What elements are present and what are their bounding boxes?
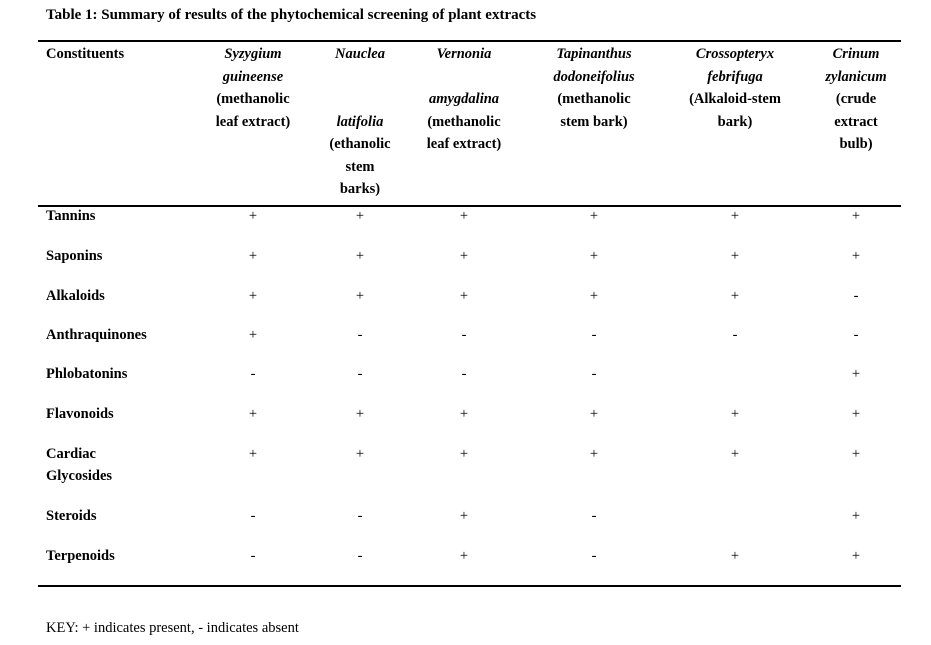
header-column-line: (methanolic — [557, 91, 631, 107]
table-cell: - — [250, 548, 256, 564]
header-column-line: dodoneifolius — [553, 68, 635, 85]
table-cell: + — [589, 446, 599, 462]
table-key: KEY: + indicates present, - indicates absent — [46, 620, 299, 636]
table-cell: + — [248, 288, 258, 304]
header-column-line — [315, 88, 405, 111]
table-cell: + — [730, 208, 740, 224]
table-cell: + — [851, 248, 861, 264]
table-cell: + — [459, 446, 469, 462]
row-label: Terpenoids — [46, 548, 115, 564]
header-column-line: (crude — [835, 91, 877, 107]
table-cell: + — [459, 248, 469, 264]
table-caption: Table 1: Summary of results of the phytochemical screening of plant extracts — [46, 7, 537, 23]
table-cell: - — [461, 327, 467, 343]
table-cell: - — [357, 508, 363, 524]
header-column-line: leaf extract) — [215, 113, 291, 130]
header-column-line: leaf extract) — [426, 136, 502, 152]
header-column-line: (methanolic — [427, 113, 501, 130]
table-cell: + — [730, 406, 740, 422]
table-cell: + — [589, 208, 599, 224]
table-cell: + — [459, 288, 469, 304]
header-column-1 — [198, 43, 308, 133]
table-cell: + — [355, 248, 365, 264]
table-cell: + — [851, 548, 861, 564]
header-column-line: Crossopteryx — [695, 46, 775, 62]
table-cell: - — [853, 327, 859, 343]
header-column-line: stem bark) — [560, 113, 628, 130]
header-column-line: Vernonia — [436, 46, 492, 62]
header-column-6 — [811, 43, 901, 156]
table-cell: + — [459, 508, 469, 524]
table-cell: + — [459, 208, 469, 224]
table-cell: + — [355, 208, 365, 224]
header-column-line: (ethanolic — [329, 136, 391, 152]
table-cell: + — [851, 208, 861, 224]
header-column-5 — [670, 43, 800, 133]
table-cell: - — [357, 366, 363, 382]
row-label: Steroids — [46, 508, 97, 524]
header-column-line: latifolia — [336, 113, 384, 130]
table-cell: + — [589, 288, 599, 304]
table-cell: + — [248, 327, 258, 343]
header-column-line: Syzygium — [224, 46, 282, 62]
header-column-line: barks) — [339, 181, 381, 197]
table-cell: + — [730, 248, 740, 264]
row-label: Alkaloids — [46, 288, 105, 304]
header-column-line: extract — [834, 113, 878, 130]
header-column-line: Crinum — [832, 46, 880, 62]
header-column-4 — [534, 43, 654, 133]
row-label: Cardiac Glycosides — [46, 446, 113, 484]
header-column-line: Tapinanthus — [556, 46, 632, 62]
header-column-line: amygdalina — [428, 91, 500, 107]
header-column-line — [315, 66, 405, 89]
header-column-line: stem — [345, 158, 375, 175]
table-cell: - — [591, 366, 597, 382]
table-cell: + — [355, 288, 365, 304]
table-cell: + — [589, 248, 599, 264]
header-column-line: zylanicum — [825, 68, 887, 85]
row-label: Anthraquinones — [46, 327, 147, 343]
header-column-line — [409, 66, 519, 89]
header-column-line: (methanolic — [216, 91, 290, 107]
table-cell: + — [730, 446, 740, 462]
table-cell: + — [730, 548, 740, 564]
table-cell: + — [459, 406, 469, 422]
table-top-rule — [38, 40, 901, 42]
table-cell: + — [851, 446, 861, 462]
table-cell: - — [357, 548, 363, 564]
table-cell: + — [248, 248, 258, 264]
header-column-line: febrifuga — [707, 68, 763, 85]
table-cell: + — [248, 406, 258, 422]
table-cell: - — [357, 327, 363, 343]
table-cell: + — [355, 446, 365, 462]
table-cell: - — [591, 508, 597, 524]
row-label: Flavonoids — [46, 406, 114, 422]
header-column-line: bulb) — [839, 136, 873, 152]
header-column-line: bark) — [717, 113, 753, 130]
table-cell: - — [461, 366, 467, 382]
header-column-line: guineense — [222, 68, 284, 85]
table-bottom-rule — [38, 585, 901, 587]
row-label: Saponins — [46, 248, 103, 264]
table-cell: - — [591, 548, 597, 564]
table-cell: + — [459, 548, 469, 564]
table-cell: + — [589, 406, 599, 422]
table-cell: - — [591, 327, 597, 343]
row-label: Tannins — [46, 208, 96, 224]
table-cell: + — [730, 288, 740, 304]
header-constituents: Constituents — [46, 46, 125, 62]
table-cell: - — [250, 508, 256, 524]
table-cell: + — [851, 406, 861, 422]
header-column-line: (Alkaloid-stem — [689, 91, 781, 107]
table-cell: + — [851, 508, 861, 524]
table-cell: - — [250, 366, 256, 382]
header-column-line: Nauclea — [335, 46, 385, 62]
table-cell: + — [355, 406, 365, 422]
table-cell: - — [853, 288, 859, 304]
row-label: Phlobatonins — [46, 366, 128, 382]
table-cell: - — [732, 327, 738, 343]
table-cell: + — [851, 366, 861, 382]
table-cell: + — [248, 446, 258, 462]
header-column-3 — [409, 43, 519, 156]
table-cell: + — [248, 208, 258, 224]
header-column-2 — [315, 43, 405, 201]
